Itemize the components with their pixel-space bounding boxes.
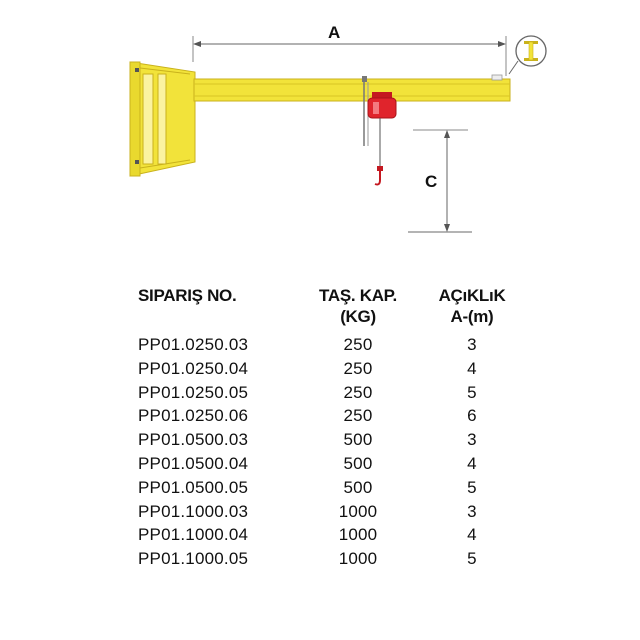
header-span-line2: A-(m) <box>450 307 494 326</box>
capacity-cell: 250 <box>343 382 373 402</box>
span-cell: 5 <box>467 477 477 497</box>
jib-beam <box>194 75 510 101</box>
order-no-cell: PP01.0250.04 <box>138 358 249 378</box>
order-no-cell: PP01.1000.05 <box>138 549 249 569</box>
span-cell: 5 <box>467 382 477 402</box>
capacity-cell: 250 <box>343 335 373 354</box>
table-row <box>138 357 524 381</box>
table-row <box>138 547 524 571</box>
table-row <box>138 381 524 405</box>
capacity-cell: 250 <box>343 406 373 426</box>
span-cell: 4 <box>467 453 477 473</box>
span-cell: 5 <box>467 549 477 569</box>
order-no-cell: PP01.1000.03 <box>138 501 249 521</box>
jib-crane-diagram <box>0 0 640 260</box>
capacity-cell: 250 <box>343 358 373 378</box>
specification-table <box>138 285 524 571</box>
beam-section-detail <box>509 36 546 74</box>
capacity-cell: 500 <box>343 430 373 450</box>
order-no-cell: PP01.0500.03 <box>138 430 249 450</box>
dim-c-label: C <box>425 172 438 191</box>
order-no-cell: PP01.0250.05 <box>138 382 249 402</box>
table-header-row <box>138 285 524 333</box>
order-no-cell: PP01.1000.04 <box>138 525 249 545</box>
capacity-cell: 500 <box>343 477 373 497</box>
header-span-line1: AÇıKLıK <box>438 286 506 305</box>
table-row <box>138 523 524 547</box>
table-row <box>138 428 524 452</box>
order-no-cell: PP01.0500.05 <box>138 477 249 497</box>
order-no-cell: PP01.0500.04 <box>138 453 249 473</box>
table-row <box>138 500 524 524</box>
header-order-no <box>138 285 296 333</box>
header-span <box>420 285 524 333</box>
span-cell: 6 <box>467 406 477 426</box>
table-row <box>138 333 524 357</box>
dim-a-label: A <box>328 23 341 42</box>
table-row <box>138 476 524 500</box>
header-capacity <box>296 285 420 333</box>
capacity-cell: 1000 <box>338 549 378 569</box>
span-cell: 3 <box>467 430 477 450</box>
span-cell: 3 <box>467 501 477 521</box>
span-cell: 4 <box>467 358 477 378</box>
order-no-cell: PP01.0250.06 <box>138 406 249 426</box>
dimension-a <box>193 23 506 76</box>
span-cell: 4 <box>467 525 477 545</box>
capacity-cell: 1000 <box>338 525 378 545</box>
wall-bracket <box>130 62 195 176</box>
order-no-cell: PP01.0250.03 <box>138 335 249 354</box>
header-capacity-line1: TAŞ. KAP. <box>319 286 397 305</box>
span-cell: 3 <box>467 335 477 354</box>
capacity-cell: 1000 <box>338 501 378 521</box>
capacity-cell: 500 <box>343 453 373 473</box>
dimension-c <box>408 130 472 232</box>
header-capacity-line2: (KG) <box>340 307 376 326</box>
header-order-no-line1: SIPARIŞ NO. <box>138 286 237 305</box>
table-row <box>138 452 524 476</box>
table-row <box>138 404 524 428</box>
